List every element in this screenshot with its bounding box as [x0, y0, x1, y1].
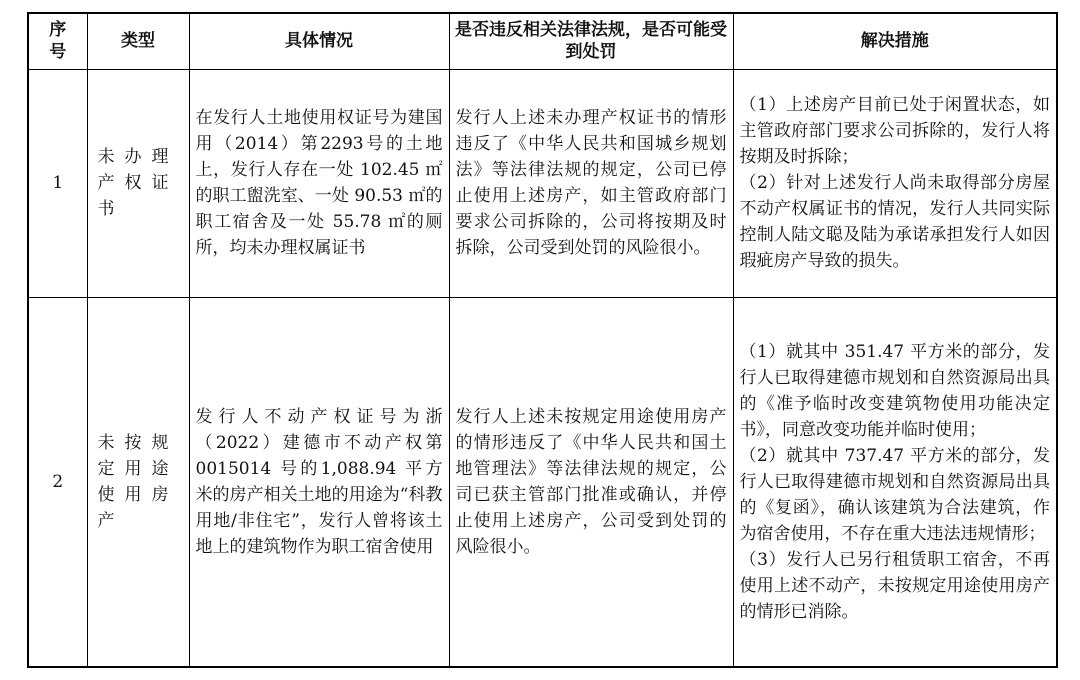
- row-solution: [733, 69, 1057, 297]
- row-solution: [733, 297, 1057, 667]
- header-violation: 是否违反相关法律法规，是否可能受到处罚: [449, 13, 733, 69]
- row-type-text: 未办理产权证书: [97, 147, 179, 219]
- row-seq: 1: [28, 69, 87, 297]
- table-container: [27, 12, 1056, 666]
- row-type-text: 未按规定用途使用房产: [97, 432, 179, 531]
- header-solution: 解决措施: [733, 13, 1057, 69]
- property-issues-table: [27, 12, 1058, 668]
- row-detail: 发行人不动产权证号为浙（2022）建德市不动产权第 0015014 号的1,088.94 平方米的房产相关土地的用途为“科教用地/非住宅”，发行人曾将该土地上的建筑物作为职工宿舍使用: [189, 297, 449, 667]
- table-row: [28, 69, 1057, 297]
- table-row: [28, 297, 1057, 667]
- solution-item: （2）就其中 737.47 平方米的部分，发行人已取得建德市规划和自然资源局出具的《复函》，确认该建筑为合法建筑，作为宿舍使用，不存在重大违法违规情形；: [739, 445, 1050, 544]
- solution-item: （1）就其中 351.47 平方米的部分，发行人已取得建德市规划和自然资源局出具的《准予临时改变建筑物使用功能决定书》，同意改变功能并临时使用；: [739, 341, 1050, 440]
- row-detail: 在发行人土地使用权证号为建国用（2014）第2293号的土地上，发行人存在一处 102.45 ㎡的职工盥洗室、一处 90.53 ㎡的职工宿舍及一处 55.78 ㎡的厕所，均未办理权属证书: [189, 69, 449, 297]
- solution-item: （2）针对上述发行人尚未取得部分房屋不动产权属证书的情况，发行人共同实际控制人陆文聪及陆为承诺承担发行人如因瑕疵房产导致的损失。: [739, 173, 1050, 271]
- row-type: [87, 69, 189, 297]
- row-violation: 发行人上述未按规定用途使用房产的情形违反了《中华人民共和国土地管理法》等法律法规的规定，公司已获主管部门批准或确认，并停止使用上述房产，公司受到处罚的风险很小。: [449, 297, 733, 667]
- header-detail: 具体情况: [189, 13, 449, 69]
- table-header-row: [28, 13, 1057, 69]
- solution-item: （1）上述房产目前已处于闲置状态，如主管政府部门要求公司拆除的，发行人将按期及时拆除；: [739, 95, 1050, 167]
- row-violation: 发行人上述未办理产权证书的情形违反了《中华人民共和国城乡规划法》等法律法规的规定，公司已停止使用上述房产，如主管政府部门要求公司拆除的，公司将按期及时拆除，公司受到处罚的风险很小。: [449, 69, 733, 297]
- row-type: [87, 297, 189, 667]
- header-seq: 序号: [28, 13, 87, 69]
- header-type: 类型: [87, 13, 189, 69]
- solution-item: （3）发行人已另行租赁职工宿舍，不再使用上述不动产，未按规定用途使用房产的情形已消除。: [739, 549, 1050, 622]
- row-seq: 2: [28, 297, 87, 667]
